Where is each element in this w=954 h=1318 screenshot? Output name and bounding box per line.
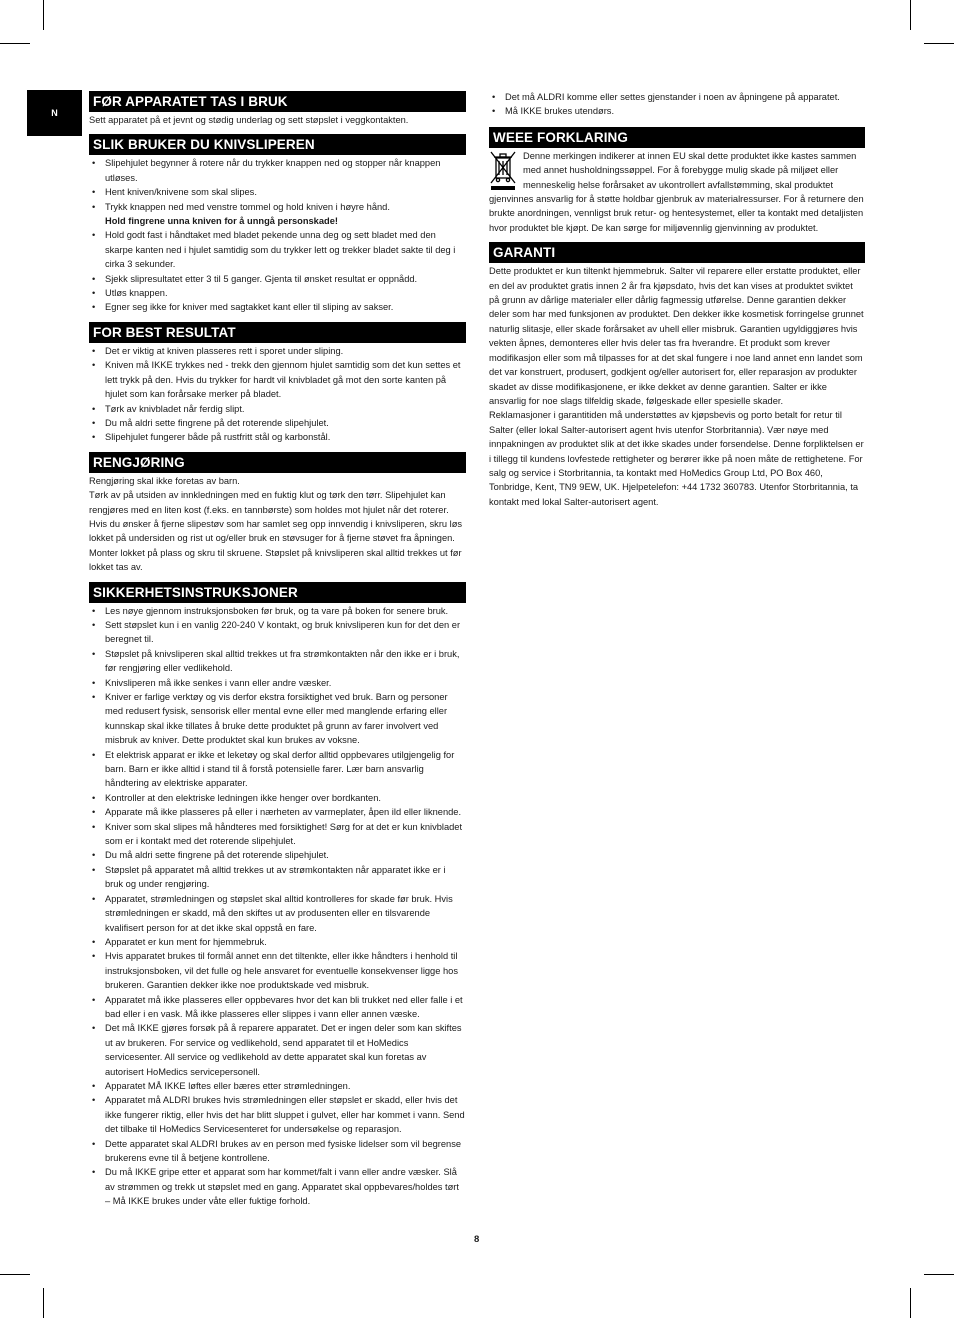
section-heading: WEEE FORKLARING <box>489 127 865 148</box>
section-cleaning <box>89 452 466 575</box>
section-how-to-use <box>89 134 466 314</box>
paragraph: Dette produktet er kun tiltenkt hjemmebruk. Salter vil reparere eller erstatte produktet, eller en del av produktet gratis innen 2 år fra kjøpsdato, hvis det kan vises at produktet sviktet på grunn av dårlige materialer eller dårlig fagmessig utførelse. Denne garantien dekker deler som har med funksjonen av produktet. Den dekker ikke kosmetisk forringelse grunnet naturlig slitasje, eller skade forårsaket av uhell eller misbruk. Garantien ugyldiggjøres hvis vekten åpnes, demonteres eller hvis deler tas fra hverandre. Et produkt som krever modifikasjon eller som må tilpasses for at det skal fungere i noe land annet enn landet som det var konstruert, produsert, godkjent og/eller autorisert for, eller reparasjon av produkter skadet av disse modifikasjonene, er ikke dekket av denne garantien. Salter er ikke ansvarlig for noe slags tilfeldig skade, følgeskade eller spesielle skader. <box>489 266 864 406</box>
list-item: • Støpslet på knivsliperen skal alltid trekkes ut fra strømkontakten når den ikke er i bruk, før rengjøring eller vedlikehold. <box>89 647 466 676</box>
list-item: • Knivsliperen må ikke senkes i vann eller andre væsker. <box>89 676 466 690</box>
list-item: • Kniver er farlige verktøy og vis derfor ekstra forsiktighet ved bruk. Barn og personer med redusert fysisk, sensorisk eller mental evne eller med manglende erfaring eller kunnskap skal ikke tillates å bruke dette produktet på grunn av farer involvert ved misbruk av kniver. Dette produktet skal kun brukes av voksne. <box>89 690 466 748</box>
crop-mark <box>924 43 954 44</box>
language-tab: N <box>27 90 82 136</box>
section-weee <box>489 127 865 235</box>
list-item: • Hent kniven/knivene som skal slipes. <box>89 185 466 199</box>
list-item: • Det må IKKE gjøres forsøk på å reparere apparatet. Det er ingen deler som kan skiftes ut av brukeren. For service og vedlikehold, send apparatet til et HoMedics servicesenter. All service og vedlikehold av dette apparatet skal kun foretas av autorisert HoMedics servicepersonell. <box>89 1021 466 1079</box>
list-item: • Det må ALDRI komme eller settes gjenstander i noen av åpningene på apparatet. <box>489 90 865 104</box>
crop-mark <box>910 1288 911 1318</box>
crop-mark <box>43 1288 44 1318</box>
section-heading: SIKKERHETSINSTRUKSJONER <box>89 582 466 603</box>
section-heading: SLIK BRUKER DU KNIVSLIPEREN <box>89 134 466 155</box>
list-item: • Apparate må ikke plasseres på eller i nærheten av varmeplater, åpen ild eller liknende. <box>89 805 466 819</box>
list-item: • Sjekk slipresultatet etter 3 til 5 ganger. Gjenta til ønsket resultat er oppnådd. <box>89 272 466 286</box>
section-heading: FOR BEST RESULTAT <box>89 322 466 343</box>
crossed-bin-icon <box>489 150 517 192</box>
list-item-text: Trykk knappen ned med venstre tommel og hold kniven i høyre hånd. <box>105 201 390 212</box>
list-item: • Les nøye gjennom instruksjonsboken før bruk, og ta vare på boken for senere bruk. <box>89 604 466 618</box>
safety-continued <box>489 90 865 119</box>
list-item: • Det er viktig at kniven plasseres rett i sporet under sliping. <box>89 344 466 358</box>
page-number: 8 <box>474 1234 480 1245</box>
bullet-list <box>89 344 466 445</box>
list-item: • Hold godt fast i håndtaket med bladet pekende unna deg og sett bladet med den skarpe kanten ned i hjulet samtidig som du trykker lett og trekker bladet sakte til deg i cirka 3 sekunder. <box>89 228 466 271</box>
section-safety <box>89 582 466 1209</box>
paragraph: Reklamasjoner i garantitiden må understøttes av kjøpsbevis og porto betalt for retur til Salter (eller lokal Salter-autorisert agent hvis utenfor Storbritannia). Vær nøye med innpakningen av produktet slik at det ikke skades under forsendelse. Denne forpliktelsen er i tillegg til kundens lovfestede rettigheter og berører ikke på noen måte de rettighetene. For salg og service i Storbritannia, ta kontakt med HoMedics Group Ltd, PO Box 460, Tonbridge, Kent, TN9 9EW, UK. Hjelpetelefon: +44 1732 360783. Utenfor Storbritannia, ta kontakt med lokal Salter-autorisert agent. <box>489 410 864 507</box>
list-item: • Et elektrisk apparat er ikke et leketøy og skal derfor alltid oppbevares utilgjengelig for barn. Barn er ikke alltid i stand til å forstå potensielle farer. Lær barn ansvarlig håndtering av elektriske apparater. <box>89 748 466 791</box>
list-item: • Du må IKKE gripe etter et apparat som har kommet/falt i vann eller andre væsker. Slå av strømmen og trekk ut støpslet med en gang. Apparatet skal oppbevares/holdes tørt – Må IKKE brukes under våte eller fuktige forhold. <box>89 1165 466 1208</box>
list-item: • Kniven må IKKE trykkes ned - trekk den gjennom hjulet samtidig som det kun settes et lett trykk på den. Hvis du trykker for hardt vil knivbladet gå mot den sorte kanten på hjulet som kan forårsake merker på bladet. <box>89 358 466 401</box>
crop-mark <box>43 0 44 30</box>
left-column <box>89 91 466 1216</box>
right-column <box>489 89 865 516</box>
crop-mark <box>924 1274 954 1275</box>
list-item: • Apparatet er kun ment for hjemmebruk. <box>89 935 466 949</box>
list-item: • Egner seg ikke for kniver med sagtakket kant eller til sliping av sakser. <box>89 300 466 314</box>
section-text: Sett apparatet på et jevnt og stødig underlag og sett støpslet i veggkontakten. <box>89 115 409 125</box>
list-item: • Tørk av knivbladet når ferdig slipt. <box>89 402 466 416</box>
list-item: • Du må aldri sette fingrene på det roterende slipehjulet. <box>89 848 466 862</box>
list-item: • Apparatet må ALDRI brukes hvis strømledningen eller støpslet er skadd, eller hvis det ikke fungerer riktig, eller hvis det har blitt sluppet i gulvet, eller har kommet i vann. Send det tilbake til HoMedics Servicesenteret for undersøkelse og reparasjon. <box>89 1093 466 1136</box>
weee-text: Denne merkingen indikerer at innen EU skal dette produktet ikke kastes sammen med annet husholdningssøppel. For å forebygge mulig skade på miljøet eller menneskelig helse forårsaket av ukontrollert avfallstømming, skal produktet gjenvinnes ansvarlig for å støtte holdbar gjenbruk av materialressurser. For å returnere den brukte anordningen, vennligst bruk retur- og hentesystemet, eller ta kontakt med detaljisten hvor produktet ble kjøpt. De kan sørge for miljøvennlig gjenvinning av produktet. <box>489 150 864 233</box>
list-item: • Sett støpslet kun i en vanlig 220-240 V kontakt, og bruk knivsliperen kun for det den er beregnet til. <box>89 618 466 647</box>
list-item: • Apparatet, strømledningen og støpslet skal alltid kontrolleres for skade før bruk. Hvis strømledningen er skadd, må den skiftes ut av produsenten eller en tilsvarende kvalifisert person for at det ikke skal oppstå en fare. <box>89 892 466 935</box>
crop-mark <box>0 1274 30 1275</box>
section-text <box>489 264 865 509</box>
crop-mark <box>910 0 911 30</box>
list-item: • Dette apparatet skal ALDRI brukes av en person med fysiske lidelser som vil begrense brukerens evne til å betjene kontrollene. <box>89 1137 466 1166</box>
list-item: • Støpslet på apparatet må alltid trekkes ut av strømkontakten når apparatet ikke er i bruk og under rengjøring. <box>89 863 466 892</box>
section-best-results <box>89 322 466 445</box>
section-heading: RENGJØRING <box>89 452 466 473</box>
list-item: • Utløs knappen. <box>89 286 466 300</box>
paragraph: Rengjøring skal ikke foretas av barn. <box>89 475 240 486</box>
section-warranty <box>489 242 865 509</box>
list-item: • Apparatet må ikke plasseres eller oppbevares hvor det kan bli trukket ned eller falle i et bad eller i en vask. Må ikke plasseres eller slippes i vann eller annen væske. <box>89 993 466 1022</box>
paragraph: Tørk av på utsiden av innkledningen med en fuktig klut og tørk den tørr. Slipehjulet kan rengjøres med en liten kost (f.eks. en tannbørste) som holdes mot hjulet når det roterer. Hvis du ønsker å fjerne slipestøv som har samlet seg opp innvendig i knivsliperen, skru løs lokket på undersiden og rist ut og/eller bruk en støvsuger for å fjerne støvet fra åpningen. Monter lokket på plass og skru til skruene. Støpslet på knivsliperen skal alltid trekkes ut før lokket tas av. <box>89 490 463 573</box>
safety-warning: Hold fingrene unna kniven for å unngå personskade! <box>105 216 338 227</box>
list-item: • Slipehjulet begynner å rotere når du trykker knappen ned og stopper når knappen utløses. <box>89 156 466 185</box>
list-item <box>89 200 466 229</box>
section-before-use <box>89 91 466 127</box>
list-item: • Slipehjulet fungerer både på rustfritt stål og karbonstål. <box>89 430 466 444</box>
section-heading: FØR APPARATET TAS I BRUK <box>89 91 466 112</box>
bullet-list <box>89 156 466 314</box>
list-item: • Du må aldri sette fingrene på det roterende slipehjulet. <box>89 416 466 430</box>
list-item: • Apparatet MÅ IKKE løftes eller bæres etter strømledningen. <box>89 1079 466 1093</box>
bullet-list <box>489 90 865 119</box>
list-item: • Kontroller at den elektriske ledningen ikke henger over bordkanten. <box>89 791 466 805</box>
bullet-list <box>89 604 466 1209</box>
section-heading: GARANTI <box>489 242 865 263</box>
list-item: • Hvis apparatet brukes til formål annet enn det tiltenkte, eller ikke håndters i henhold til instruksjonsboken, vil det fulle og hele ansvaret for eventuelle konsekvenser ligge hos brukeren. Garantien dekker ikke noe produktskade ved misbruk. <box>89 949 466 992</box>
crop-mark <box>0 43 30 44</box>
section-text <box>489 149 865 235</box>
list-item: • Må IKKE brukes utendørs. <box>489 104 865 118</box>
list-item: • Kniver som skal slipes må håndteres med forsiktighet! Sørg for at det er kun knivbladet som er i kontakt med det roterende slipehjulet. <box>89 820 466 849</box>
section-text <box>89 474 466 575</box>
